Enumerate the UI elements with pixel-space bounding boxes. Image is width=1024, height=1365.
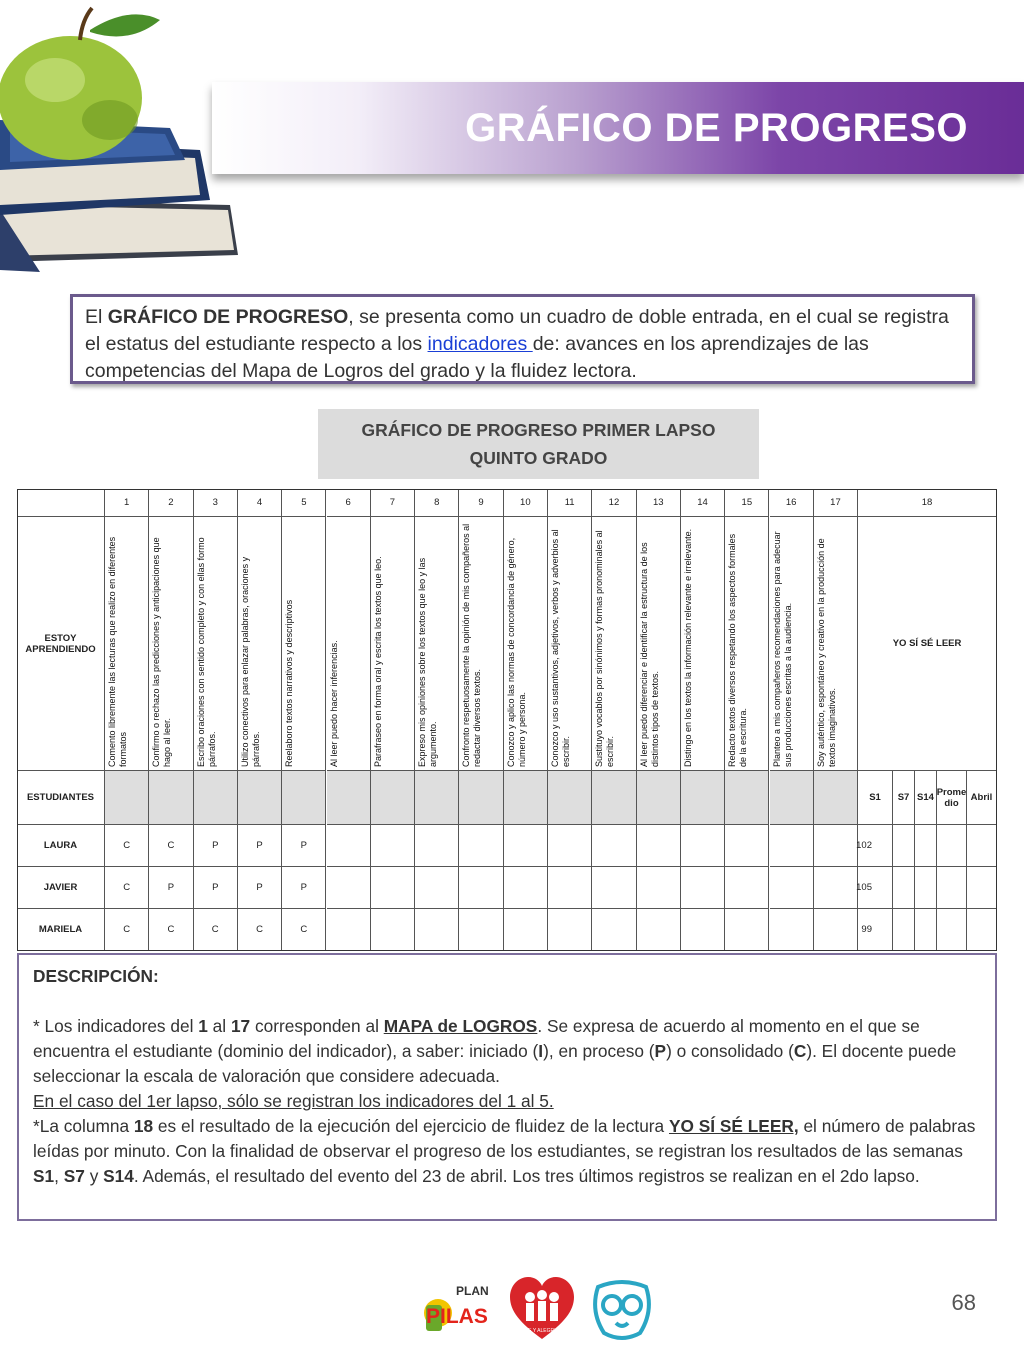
indicator-text: Conozco y uso sustantivos, adjetivos, verbos y adverbios al escribir. <box>550 529 571 767</box>
shaded-cell <box>504 771 548 825</box>
sub-column-header: Abril <box>967 771 997 825</box>
indicator-mark: C <box>149 825 193 867</box>
fe-y-alegria-logo <box>510 1277 574 1339</box>
intro-text: El <box>85 306 108 328</box>
indicator-header <box>459 517 503 771</box>
table-title-line2: QUINTO GRADO <box>469 448 608 468</box>
shaded-cell <box>548 771 592 825</box>
intro-text: de: avances en los aprendizajes de las competencias del Mapa de Logros del grado y la fluidez lectora. <box>85 333 869 382</box>
indicator-text: Confronto respetuosamente la opinión de mis compañeros al redactar diversos textos. <box>461 523 482 767</box>
description-heading: DESCRIPCIÓN: <box>33 966 159 986</box>
student-name: JAVIER <box>17 867 105 909</box>
indicator-mark <box>459 867 503 909</box>
column-number: 3 <box>194 489 238 517</box>
indicator-mark <box>725 825 769 867</box>
desc-bold: P <box>654 1041 667 1061</box>
indicator-header <box>548 517 592 771</box>
shaded-cell <box>194 771 238 825</box>
desc-bold: 1 <box>198 1016 208 1036</box>
intro-box <box>70 294 975 384</box>
estoy-aprendiendo-label: ESTOY APRENDIENDO <box>17 517 105 771</box>
description-box <box>17 953 997 1221</box>
desc-text: es el resultado de la ejecución del ejercicio de fluidez de la lectura <box>153 1116 669 1136</box>
indicator-mark <box>770 867 814 909</box>
indicator-text: Conozco y aplico las normas de concordancia de género, número y persona. <box>505 537 527 767</box>
shaded-cell <box>149 771 193 825</box>
column-number: 2 <box>149 489 193 517</box>
reading-score <box>915 867 937 909</box>
table-title <box>318 409 759 479</box>
reading-score: 105 <box>858 867 893 909</box>
reading-score <box>967 825 997 867</box>
estudiantes-label: ESTUDIANTES <box>17 771 105 825</box>
desc-bold: S7 <box>63 1166 85 1186</box>
title-banner <box>212 82 1024 174</box>
indicator-mark <box>725 909 769 951</box>
indicator-text: Soy auténtico, espontáneo y creativo en la producción de textos imaginativos. <box>815 538 837 767</box>
plan-pilas-logo <box>424 1284 489 1331</box>
indicator-mark <box>504 867 548 909</box>
student-name: MARIELA <box>17 909 105 951</box>
svg-text:PLAN: PLAN <box>456 1284 489 1298</box>
reading-score <box>967 909 997 951</box>
indicator-mark: P <box>238 867 282 909</box>
reading-score <box>915 825 937 867</box>
indicator-text: Planteo a mis compañeros recomendaciones para adecuar sus producciones escritas a la audiencia. <box>771 531 792 767</box>
indicator-mark <box>814 867 858 909</box>
indicator-text: Utilizo conectivos para enlazar palabras, oraciones y párrafos. <box>239 556 261 767</box>
indicator-mark <box>725 867 769 909</box>
indicator-header <box>149 517 193 771</box>
sub-column-header: S1 <box>858 771 893 825</box>
table-title-line1: GRÁFICO DE PROGRESO PRIMER LAPSO <box>361 420 716 440</box>
indicator-text: Expreso mis opiniones sobre los textos que leo y las argumento. <box>417 557 438 767</box>
shaded-cell <box>637 771 681 825</box>
reading-score <box>937 867 967 909</box>
indicator-mark: C <box>105 867 149 909</box>
svg-text:FE Y ALEGRIA: FE Y ALEGRIA <box>525 1328 559 1334</box>
description-paragraph-1 <box>33 1014 981 1089</box>
desc-text: * Los indicadores del <box>33 1016 199 1036</box>
shaded-cell <box>592 771 636 825</box>
indicator-header <box>681 517 725 771</box>
corner-cell <box>17 489 105 517</box>
reading-score: 102 <box>858 825 893 867</box>
indicator-mark: C <box>238 909 282 951</box>
indicator-text: Parafraseo en forma oral y escrita los textos que leo. <box>372 556 383 767</box>
shaded-cell <box>459 771 503 825</box>
desc-text: . Además, el resultado del evento del 23 de abril. Los tres últimos registros se realizan en el 2do lapso. <box>133 1166 920 1186</box>
column-number: 14 <box>681 489 725 517</box>
indicator-mark <box>459 825 503 867</box>
desc-text: ) o consolidado ( <box>666 1041 794 1061</box>
reading-score <box>893 909 915 951</box>
indicator-mark: P <box>282 867 326 909</box>
indicator-mark <box>327 825 371 867</box>
desc-text: el número de palabras leídas por minuto. Con la finalidad de observar el progreso de los estudiantes, se registran los resultados de las semanas <box>33 1116 976 1161</box>
indicator-text: Comento libremente las lecturas que realizo en diferentes formatos <box>107 536 128 767</box>
sub-column-header: Prome dio <box>937 771 967 825</box>
indicator-text: Distingo en los textos la información relevante e irrelevante. <box>682 528 693 767</box>
indicator-mark <box>327 909 371 951</box>
indicator-mark: P <box>194 825 238 867</box>
indicator-mark: P <box>238 825 282 867</box>
column-number: 5 <box>282 489 326 517</box>
desc-bold: C <box>793 1041 807 1061</box>
desc-text: ). El docente puede seleccionar la escala de valoración que considere adecuada. <box>33 1041 957 1086</box>
desc-bold: I <box>538 1041 544 1061</box>
indicator-mark <box>371 867 415 909</box>
column-number: 16 <box>770 489 814 517</box>
shaded-cell <box>371 771 415 825</box>
indicator-mark <box>637 909 681 951</box>
sub-column-header: S14 <box>915 771 937 825</box>
indicator-mark <box>504 825 548 867</box>
indicator-mark <box>548 909 592 951</box>
indicator-mark <box>371 825 415 867</box>
intro-bold: GRÁFICO DE PROGRESO <box>107 306 349 328</box>
column-number: 6 <box>327 489 371 517</box>
reading-score <box>893 825 915 867</box>
column-number: 11 <box>548 489 592 517</box>
owl-logo <box>595 1282 649 1338</box>
desc-bold: 18 <box>133 1116 154 1136</box>
column-number: 4 <box>238 489 282 517</box>
desc-bold: 17 <box>230 1016 251 1036</box>
indicator-mark: P <box>194 867 238 909</box>
indicator-mark: C <box>282 909 326 951</box>
indicator-mark <box>592 867 636 909</box>
desc-text: . Se expresa de acuerdo al momento en el que se encuentra el estudiante (dominio del indicador), a saber: iniciado ( <box>33 1016 920 1061</box>
column-number: 10 <box>504 489 548 517</box>
svg-text:PILAS: PILAS <box>426 1305 488 1328</box>
indicator-header <box>504 517 548 771</box>
column-number: 18 <box>858 489 997 517</box>
shaded-cell <box>681 771 725 825</box>
reading-score <box>893 867 915 909</box>
indicator-mark <box>371 909 415 951</box>
indicator-mark <box>681 909 725 951</box>
indicator-header <box>238 517 282 771</box>
indicator-mark: C <box>194 909 238 951</box>
reading-score <box>937 909 967 951</box>
indicator-header <box>282 517 326 771</box>
indicator-mark <box>681 867 725 909</box>
description-paragraph-3 <box>33 1114 981 1189</box>
indicator-mark <box>814 909 858 951</box>
indicator-mark <box>327 867 371 909</box>
indicator-mark <box>459 909 503 951</box>
column-number: 9 <box>459 489 503 517</box>
shaded-cell <box>327 771 371 825</box>
desc-bold: S14 <box>103 1166 134 1186</box>
indicator-mark <box>681 825 725 867</box>
indicator-mark <box>415 909 459 951</box>
indicator-mark <box>637 867 681 909</box>
logos-graphic <box>420 1275 655 1345</box>
indicator-mark <box>770 825 814 867</box>
indicator-mark <box>548 825 592 867</box>
desc-bold: S1 <box>33 1166 55 1186</box>
indicator-mark: C <box>105 825 149 867</box>
desc-bold: MAPA de LOGROS <box>383 1016 538 1036</box>
indicator-mark <box>770 909 814 951</box>
desc-bold: YO SÍ SÉ LEER, <box>668 1116 799 1136</box>
indicator-header <box>814 517 858 771</box>
shaded-cell <box>282 771 326 825</box>
indicator-header <box>592 517 636 771</box>
student-name: LAURA <box>17 825 105 867</box>
progress-table <box>17 489 997 951</box>
desc-text: corresponden al <box>250 1016 384 1036</box>
indicator-header <box>105 517 149 771</box>
column-number: 15 <box>725 489 769 517</box>
column-number: 17 <box>814 489 858 517</box>
desc-text: *La columna <box>33 1116 134 1136</box>
column-number: 8 <box>415 489 459 517</box>
shaded-cell <box>770 771 814 825</box>
indicator-mark: C <box>105 909 149 951</box>
indicator-text: Escribo oraciones con sentido completo y con ellas formo párrafos. <box>195 537 217 767</box>
indicator-mark <box>592 825 636 867</box>
desc-text: ), en proceso ( <box>543 1041 655 1061</box>
shaded-cell <box>415 771 459 825</box>
indicator-mark <box>415 825 459 867</box>
reading-score <box>915 909 937 951</box>
indicator-header <box>194 517 238 771</box>
indicator-header <box>415 517 459 771</box>
reading-score <box>967 867 997 909</box>
footer-logos <box>420 1275 655 1345</box>
yo-si-se-leer-label: YO SÍ SÉ LEER <box>858 517 997 771</box>
indicator-text: Confirmo o rechazo las predicciones y anticipaciones que hago al leer. <box>151 537 172 767</box>
indicator-mark: C <box>149 909 193 951</box>
indicator-text: Al leer puedo diferenciar e identificar la estructura de los distintos tipos de textos. <box>638 542 660 767</box>
column-number: 12 <box>592 489 636 517</box>
indicator-mark <box>637 825 681 867</box>
page-title: GRÁFICO DE PROGRESO <box>465 106 968 150</box>
column-number: 13 <box>637 489 681 517</box>
indicator-mark <box>814 825 858 867</box>
indicator-text: Sustituyo vocablos por sinónimos y formas pronominales al escribir. <box>594 530 615 767</box>
indicadores-link[interactable]: indicadores <box>427 333 533 355</box>
reading-score: 99 <box>858 909 893 951</box>
indicator-header <box>327 517 371 771</box>
shaded-cell <box>105 771 149 825</box>
indicator-header <box>371 517 415 771</box>
indicator-mark <box>592 909 636 951</box>
column-number: 1 <box>105 489 149 517</box>
indicator-header <box>637 517 681 771</box>
reading-score <box>937 825 967 867</box>
indicator-mark: P <box>282 825 326 867</box>
desc-text: , <box>54 1166 64 1186</box>
indicator-mark <box>548 867 592 909</box>
sub-column-header: S7 <box>893 771 915 825</box>
description-paragraph-2: En el caso del 1er lapso, sólo se registran los indicadores del 1 al 5. <box>33 1091 554 1111</box>
indicator-text: Redacto textos diversos respetando los aspectos formales de la escritura. <box>727 533 748 767</box>
shaded-cell <box>238 771 282 825</box>
shaded-cell <box>814 771 858 825</box>
intro-text: , se presenta como un cuadro de doble entrada, en el cual se registra el estatus del estudiante respecto a los <box>85 306 949 355</box>
indicator-header <box>725 517 769 771</box>
indicator-mark <box>415 867 459 909</box>
column-number: 7 <box>371 489 415 517</box>
page-number: 68 <box>951 1290 976 1315</box>
indicator-mark: P <box>149 867 193 909</box>
shaded-cell <box>725 771 769 825</box>
desc-text: y <box>84 1166 104 1186</box>
indicator-text: Al leer puedo hacer inferencias. <box>328 640 339 767</box>
indicator-text: Reelaboro textos narrativos y descriptivos <box>284 599 295 767</box>
desc-text: al <box>207 1016 231 1036</box>
indicator-header <box>770 517 814 771</box>
indicator-mark <box>504 909 548 951</box>
